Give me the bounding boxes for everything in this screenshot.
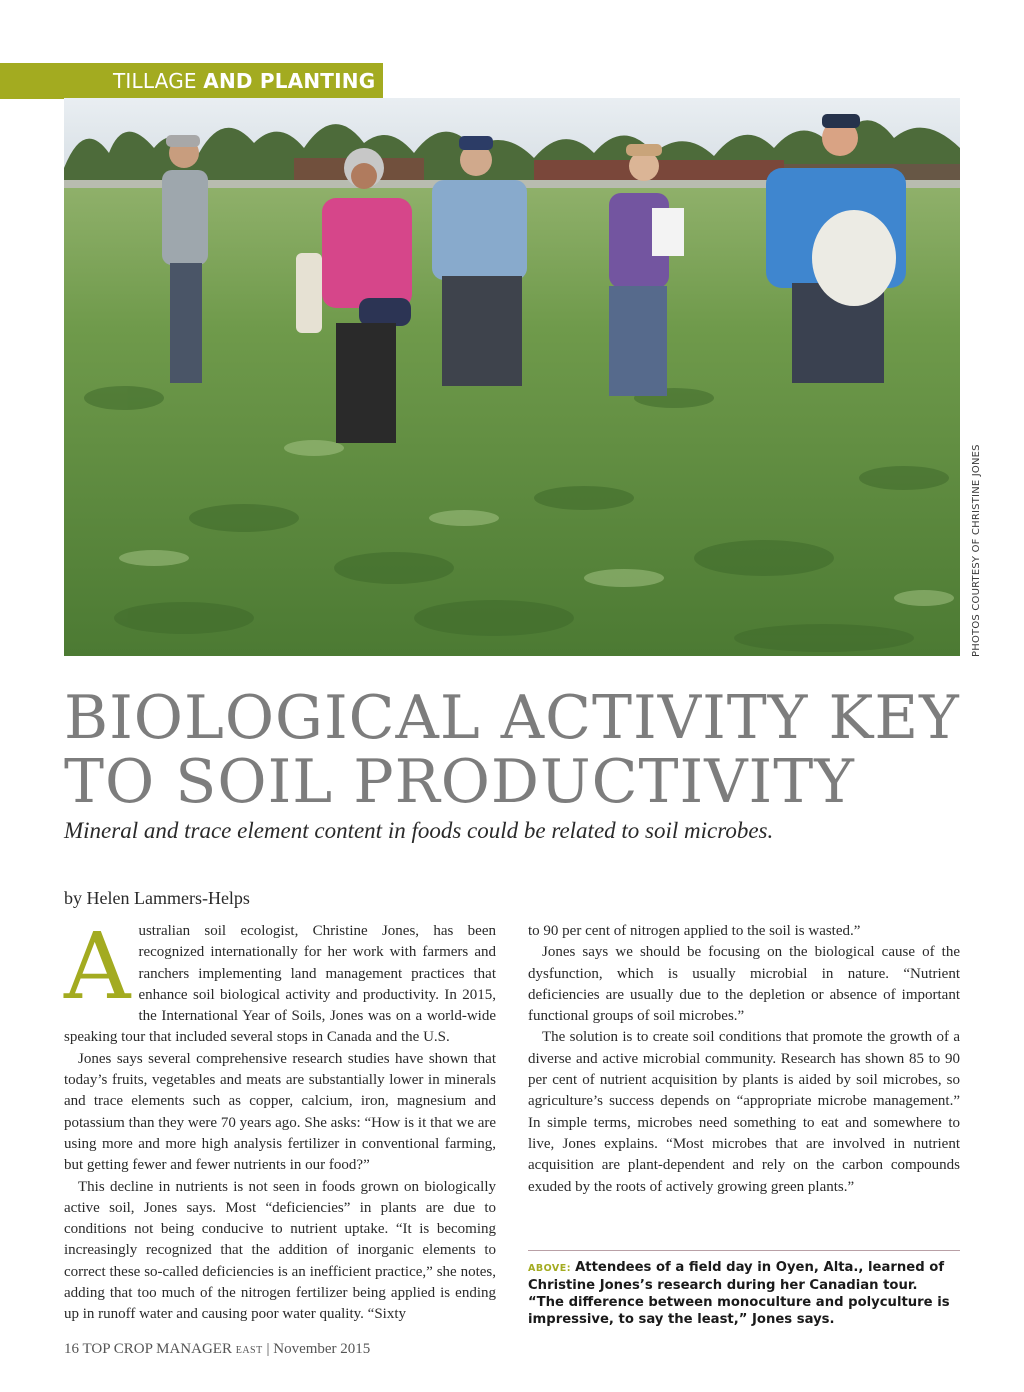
article-subhead: Mineral and trace element content in foods could be related to soil microbes. <box>64 818 774 843</box>
body-column-left <box>64 913 496 1326</box>
body-paragraph-text: ustralian soil ecologist, Christine Jones, has been recognized internationally for her work with farmers and ranchers implementing land management practices that enhance soil biological activity and productivity. In 2015, the International Year of Soils, Jones was on a world-wide speaking tour that included several stops in Canada and the U.S. <box>64 923 496 1046</box>
page-footer <box>64 1341 370 1358</box>
caption-divider <box>528 1250 960 1251</box>
body-paragraph: The solution is to create soil conditions that promote the growth of a diverse and active microbial community. Research has shown 85 to 90 per cent of nutrient acquisition by plants is aided by soil microbes, so agriculture’s success depends on “appropriate microbe management.” In simple terms, microbes need something to eat and somewhere to live, Jones explains. “Most microbes that are involved in nutrient acquisition are plant-dependent and rely on the carbon compounds exuded by the roots of actively growing green plants.” <box>528 1029 960 1195</box>
photo-caption <box>528 1259 958 1328</box>
field-day-photo <box>64 98 960 656</box>
headline-line-1: BIOLOGICAL ACTIVITY KEY <box>64 683 960 753</box>
body-paragraph: This decline in nutrients is not seen in foods grown on biologically active soil, Jones says. Most “deficiencies” in plants are due to conditions not being conducive to nutrient uptake. “It is becoming increasingly recognized that the addition of inorganic elements to correct these so-called deficiencies is an inefficient practice,” she notes, adding that too much of the nitrogen fertilizer being applied is ending up in runoff water and causing poor water quality. “Sixty <box>64 1178 496 1323</box>
body-paragraph: Jones says we should be focusing on the biological cause of the dysfunction, which is usually microbial in nature. “Nutrient deficiencies are usually due to the depletion or absence of important functional groups of soil microbes.” <box>528 944 960 1025</box>
article-headline <box>64 683 964 817</box>
footer-separator: | <box>266 1341 270 1357</box>
section-tag-light: TILLAGE <box>113 69 197 93</box>
issue-date: November 2015 <box>273 1341 371 1357</box>
caption-text: Attendees of a field day in Oyen, Alta., learned of Christine Jones’s research during her Canadian tour. “The difference between monoculture and polyculture is impressive, to say the least,” Jones says. <box>528 1260 950 1327</box>
page-number: 16 <box>64 1341 79 1357</box>
drop-cap: A <box>64 913 131 1020</box>
byline: by Helen Lammers-Helps <box>64 888 250 908</box>
section-tag <box>0 63 383 99</box>
caption-lead: ABOVE: <box>528 1263 572 1274</box>
headline-line-2: TO SOIL PRODUCTIVITY <box>64 747 855 817</box>
body-paragraph: to 90 per cent of nitrogen applied to the soil is wasted.” <box>528 923 861 939</box>
body-column-right <box>528 921 960 1198</box>
body-paragraph <box>64 913 496 1049</box>
body-paragraph: Jones says several comprehensive research studies have shown that today’s fruits, vegetables and meats are substantially lower in minerals and trace elements such as copper, calcium, iron, magnesium and potassium than they were 70 years ago. She asks: “How is it that we are using more and more high analysis fertilizer in conventional farming, but getting fewer and fewer nutrients in our food?” <box>64 1050 496 1174</box>
magazine-name: TOP CROP MANAGER <box>82 1341 232 1357</box>
section-tag-bold: AND PLANTING <box>203 69 376 93</box>
photo-credit: PHOTOS COURTESY OF CHRISTINE JONES <box>971 444 982 657</box>
magazine-edition: EAST <box>235 1345 263 1356</box>
